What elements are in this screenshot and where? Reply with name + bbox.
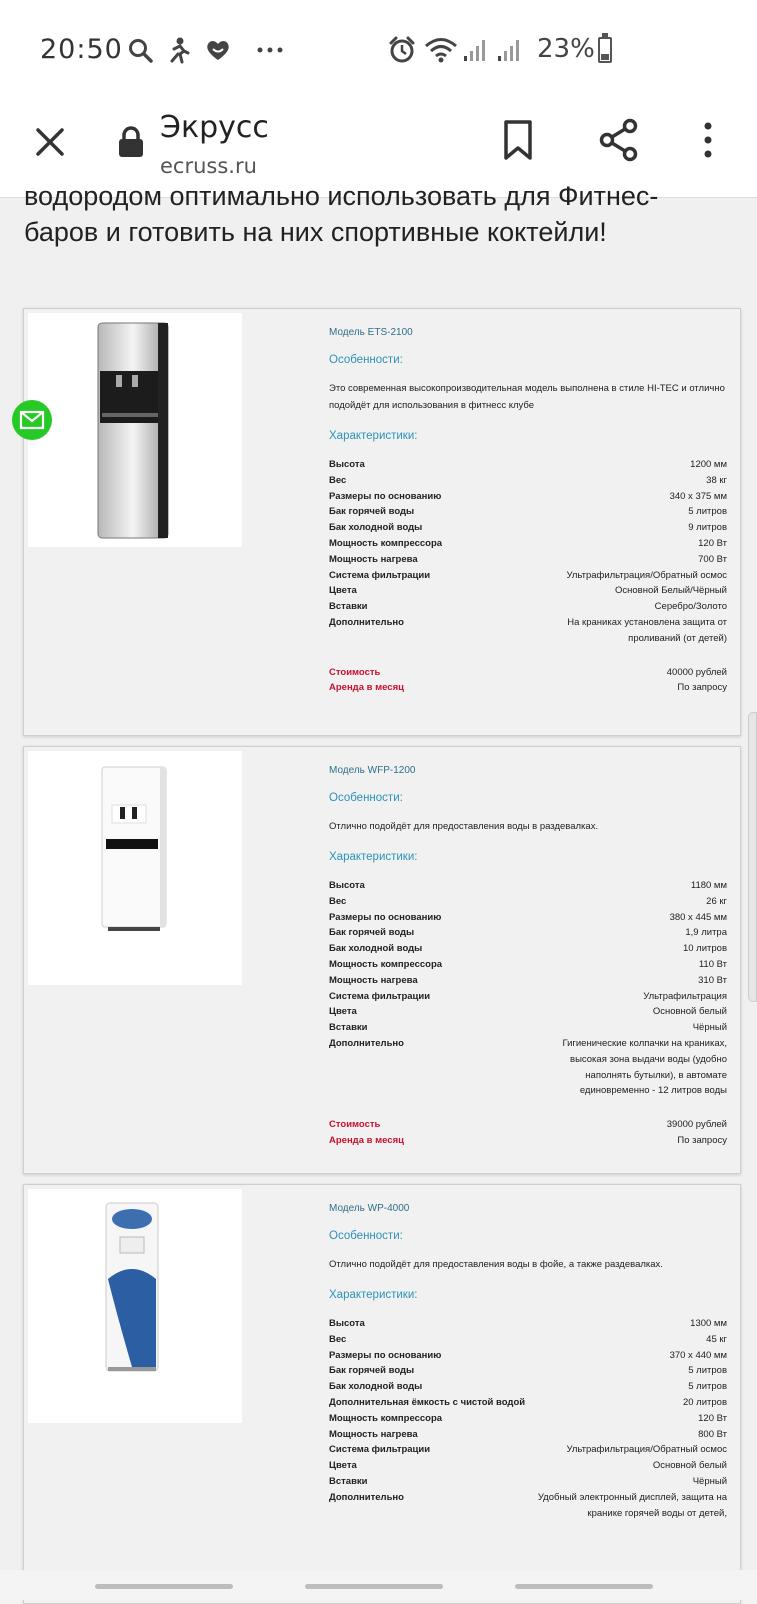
spec-label: Высота [329, 459, 365, 470]
spec-label: Вес [329, 1333, 347, 1345]
spec-value: 10 литров [682, 943, 727, 955]
spec-value: Основной белый [652, 1460, 727, 1472]
spec-value: Основной белый [652, 1006, 727, 1018]
spec-value: Ультрафильтрация [643, 990, 727, 1002]
spec-value: 380 х 445 мм [669, 911, 727, 923]
lock-icon [118, 126, 144, 158]
spec-value: 9 литров [688, 522, 727, 534]
spec-row [329, 1036, 727, 1099]
alarm-icon [388, 36, 416, 64]
product-card [23, 1184, 741, 1604]
page-content [0, 181, 757, 1570]
product-card [23, 746, 741, 1174]
product-info [329, 1203, 727, 1521]
scrollbar-handle[interactable] [748, 712, 757, 1002]
spec-row [329, 1490, 727, 1522]
spec-row [329, 957, 727, 973]
signal-icon [462, 38, 488, 62]
spec-label: Цвета [329, 585, 357, 597]
spec-label: Мощность нагрева [329, 553, 418, 565]
spec-label: Дополнительно [329, 1491, 404, 1503]
spec-value: 1200 мм [690, 459, 727, 470]
status-time: 20:50 [40, 34, 123, 65]
specs-heading: Характеристики: [329, 1289, 418, 1301]
spec-row [329, 1316, 727, 1332]
spec-value: 120 Вт [698, 537, 727, 549]
spec-row [329, 1427, 727, 1443]
water-dispenser-image [28, 1189, 242, 1389]
spec-label: Бак горячей воды [329, 1365, 415, 1377]
spec-value: 1,9 литра [685, 927, 727, 939]
spec-table [329, 1316, 727, 1521]
spec-value: Основной Белый/Чёрный [615, 585, 727, 597]
hiker-icon [168, 37, 190, 63]
spec-row [329, 878, 727, 894]
spec-label: Бак холодной воды [329, 1381, 423, 1393]
spec-label: Высота [329, 880, 365, 891]
spec-label: Мощность компрессора [329, 958, 443, 970]
spec-label: Дополнительная ёмкость с чистой водой [329, 1396, 526, 1408]
spec-row [329, 599, 727, 615]
spec-label: Размеры по основанию [329, 1349, 442, 1361]
product-image[interactable] [28, 1189, 242, 1423]
spec-value: 310 Вт [698, 974, 727, 986]
price-value: 40000 рублей [666, 666, 727, 678]
spec-value: 340 х 375 мм [669, 490, 727, 502]
spec-value: Серебро/Золото [654, 601, 727, 613]
spec-row [329, 473, 727, 489]
product-info [329, 327, 727, 696]
spec-label: Система фильтрации [329, 569, 431, 581]
features-heading: Особенности: [329, 792, 403, 804]
close-icon[interactable] [30, 122, 70, 162]
mail-icon [12, 400, 52, 440]
model-name: Модель WFP-1200 [329, 765, 416, 776]
spec-row [329, 1020, 727, 1036]
bookmark-icon[interactable] [500, 118, 536, 162]
price-label: Стоимость [329, 666, 381, 678]
spec-row [329, 520, 727, 536]
spec-label: Мощность компрессора [329, 1412, 443, 1424]
spec-row [329, 1458, 727, 1474]
spec-row [329, 1379, 727, 1395]
spec-row [329, 536, 727, 552]
nav-recents[interactable] [95, 1584, 233, 1589]
spec-row [329, 457, 727, 473]
spec-label: Бак горячей воды [329, 927, 415, 939]
mail-button[interactable] [12, 400, 52, 440]
spec-row [329, 1363, 727, 1379]
product-image[interactable] [28, 313, 242, 547]
spec-value: 5 литров [688, 1381, 727, 1393]
spec-row [329, 568, 727, 584]
rent-label: Аренда в месяц [329, 1134, 404, 1146]
spec-label: Размеры по основанию [329, 911, 442, 923]
spec-value: 5 литров [688, 1365, 727, 1377]
product-description: Это современная высокопроизводительная модель выполнена в стиле HI-TEC и отлично подойдёт для использования в фитнесс клубе [329, 383, 725, 411]
price-row [329, 665, 727, 681]
spec-label: Вставки [329, 601, 368, 613]
spec-row [329, 1442, 727, 1458]
share-icon[interactable] [598, 118, 640, 162]
rent-row [329, 680, 727, 696]
spec-label: Мощность компрессора [329, 537, 443, 549]
spec-row [329, 583, 727, 599]
spec-value: 800 Вт [698, 1428, 727, 1440]
spec-value: 26 кг [706, 895, 727, 907]
spec-row [329, 989, 727, 1005]
rent-value: По запросу [677, 682, 727, 694]
spec-table [329, 457, 727, 647]
product-info [329, 765, 727, 1149]
spec-value: Удобный электронный дисплей, защита на кранике горячей воды от детей, [537, 1491, 727, 1519]
spec-value: 700 Вт [698, 553, 727, 565]
spec-value: Ультрафильтрация/Обратный осмос [566, 1444, 727, 1456]
heart-face-icon [205, 38, 231, 62]
spec-row [329, 910, 727, 926]
price-value: 39000 рублей [666, 1119, 727, 1131]
spec-label: Вес [329, 474, 347, 486]
product-description: Отлично подойдёт для предоставления воды в фойе, а также раздевалках. [329, 1259, 663, 1270]
rent-row [329, 1133, 727, 1149]
rent-value: По запросу [677, 1134, 727, 1146]
features-heading: Особенности: [329, 354, 403, 366]
spec-row [329, 1348, 727, 1364]
spec-label: Вес [329, 895, 347, 907]
spec-value: 45 кг [706, 1333, 727, 1345]
spec-value: Чёрный [692, 1475, 727, 1487]
site-title: Экрусс [160, 110, 269, 145]
spec-value: 1300 мм [690, 1318, 727, 1329]
status-bar [0, 0, 757, 98]
spec-value: Ультрафильтрация/Обратный осмос [566, 569, 727, 581]
search-icon [128, 38, 154, 64]
wifi-icon [424, 36, 458, 64]
water-dispenser-image [28, 751, 242, 951]
spec-label: Вставки [329, 1475, 368, 1487]
spec-value: 5 литров [688, 506, 727, 518]
spec-value: 120 Вт [698, 1412, 727, 1424]
spec-value: 38 кг [706, 474, 727, 486]
spec-row [329, 1395, 727, 1411]
specs-heading: Характеристики: [329, 851, 418, 863]
spec-table [329, 878, 727, 1099]
spec-row [329, 552, 727, 568]
spec-label: Вставки [329, 1022, 368, 1034]
spec-label: Цвета [329, 1460, 357, 1472]
price-block [329, 1117, 727, 1149]
nav-home[interactable] [305, 1584, 443, 1589]
spec-value: 110 Вт [698, 958, 727, 970]
nav-back[interactable] [515, 1584, 653, 1589]
spec-value: Гигиенические колпачки на краниках, высокая зона выдачи воды (удобно наполнять бутылки), в автомате единовременно - 12 литров воды [562, 1037, 727, 1097]
spec-row [329, 1332, 727, 1348]
spec-row [329, 925, 727, 941]
spec-row [329, 1004, 727, 1020]
more-vert-icon[interactable] [700, 118, 716, 162]
spec-row [329, 973, 727, 989]
price-label: Стоимость [329, 1119, 381, 1131]
spec-row [329, 489, 727, 505]
price-row [329, 1117, 727, 1133]
specs-heading: Характеристики: [329, 430, 418, 442]
spec-row [329, 615, 727, 647]
spec-label: Система фильтрации [329, 1444, 431, 1456]
intro-text: водородом оптимально использовать для Фитнес-баров и готовить на них спортивные коктейли! [24, 181, 659, 247]
features-heading: Особенности: [329, 1230, 403, 1242]
spec-value: 370 х 440 мм [669, 1349, 727, 1361]
more-icon [256, 46, 284, 54]
product-card [23, 308, 741, 736]
spec-label: Высота [329, 1318, 365, 1329]
spec-row [329, 894, 727, 910]
spec-value: 20 литров [682, 1396, 727, 1408]
spec-row [329, 504, 727, 520]
signal-icon [496, 38, 522, 62]
spec-label: Мощность нагрева [329, 974, 418, 986]
model-name: Модель WP-4000 [329, 1203, 410, 1214]
battery-text: 23% [537, 34, 595, 64]
model-name: Модель ETS-2100 [329, 327, 413, 338]
spec-row [329, 941, 727, 957]
spec-label: Мощность нагрева [329, 1428, 418, 1440]
spec-label: Дополнительно [329, 616, 404, 628]
spec-value: Чёрный [692, 1022, 727, 1034]
spec-value: На краниках установлена защита от проливаний (от детей) [567, 616, 727, 644]
spec-value: 1180 мм [690, 880, 727, 891]
price-block [329, 665, 727, 697]
spec-label: Бак холодной воды [329, 522, 423, 534]
system-nav-bar [0, 1570, 757, 1600]
spec-label: Дополнительно [329, 1037, 404, 1049]
site-url: ecruss.ru [160, 154, 257, 178]
battery-icon [598, 37, 612, 63]
spec-label: Размеры по основанию [329, 490, 442, 502]
spec-row [329, 1411, 727, 1427]
spec-label: Бак горячей воды [329, 506, 415, 518]
spec-label: Система фильтрации [329, 990, 431, 1002]
product-image[interactable] [28, 751, 242, 985]
product-description: Отлично подойдёт для предоставления воды в раздевалках. [329, 821, 599, 832]
rent-label: Аренда в месяц [329, 682, 404, 694]
spec-label: Бак холодной воды [329, 943, 423, 955]
water-dispenser-image [28, 313, 242, 547]
spec-row [329, 1474, 727, 1490]
spec-label: Цвета [329, 1006, 357, 1018]
